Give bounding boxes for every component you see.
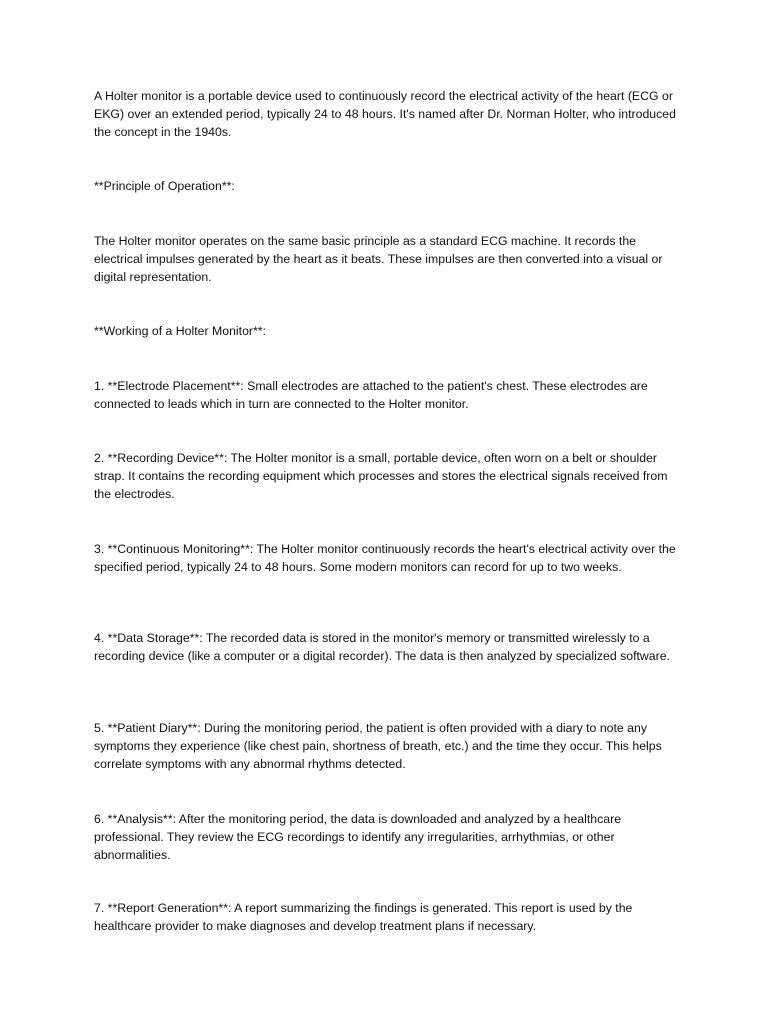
list-item-patient-diary: 5. **Patient Diary**: During the monitoring period, the patient is often provided with a diary to note any symptoms they experience (like chest pain, shortness of breath, etc.) and the time they occur. This helps correlate symptoms with any abnormal rhythms detected.: [94, 721, 662, 771]
principle-paragraph: The Holter monitor operates on the same basic principle as a standard ECG machine. It records the electrical impulses generated by the heart as it beats. These impulses are then converted into a visual or digital representation.: [94, 234, 663, 284]
list-item-report-generation: 7. **Report Generation**: A report summarizing the findings is generated. This report is used by the healthcare provider to make diagnoses and develop treatment plans if necessary.: [94, 901, 633, 933]
list-item-electrode-placement: 1. **Electrode Placement**: Small electrodes are attached to the patient's chest. These electrodes are connected to leads which in turn are connected to the Holter monitor.: [94, 379, 648, 411]
list-item-data-storage: 4. **Data Storage**: The recorded data is stored in the monitor's memory or transmitted wirelessly to a recording device (like a computer or a digital recorder). The data is then analyzed by specialized software.: [94, 631, 670, 663]
list-item-analysis: 6. **Analysis**: After the monitoring period, the data is downloaded and analyzed by a healthcare professional. They review the ECG recordings to identify any irregularities, arrhythmias, or other abnormalities.: [94, 812, 622, 862]
list-item-recording-device: 2. **Recording Device**: The Holter monitor is a small, portable device, often worn on a belt or shoulder strap. It contains the recording equipment which processes and stores the electrical signals received from the electrodes.: [94, 451, 668, 501]
intro-paragraph: A Holter monitor is a portable device used to continuously record the electrical activity of the heart (ECG or EKG) over an extended period, typically 24 to 48 hours. It's named after Dr. Norman Holter, who introduced the concept in the 1940s.: [94, 89, 676, 139]
section-heading-working: **Working of a Holter Monitor**:: [94, 324, 267, 338]
section-heading-principle: **Principle of Operation**:: [94, 179, 235, 193]
list-item-continuous-monitoring: 3. **Continuous Monitoring**: The Holter monitor continuously records the heart's electrical activity over the specified period, typically 24 to 48 hours. Some modern monitors can record for up to two weeks.: [94, 542, 676, 574]
